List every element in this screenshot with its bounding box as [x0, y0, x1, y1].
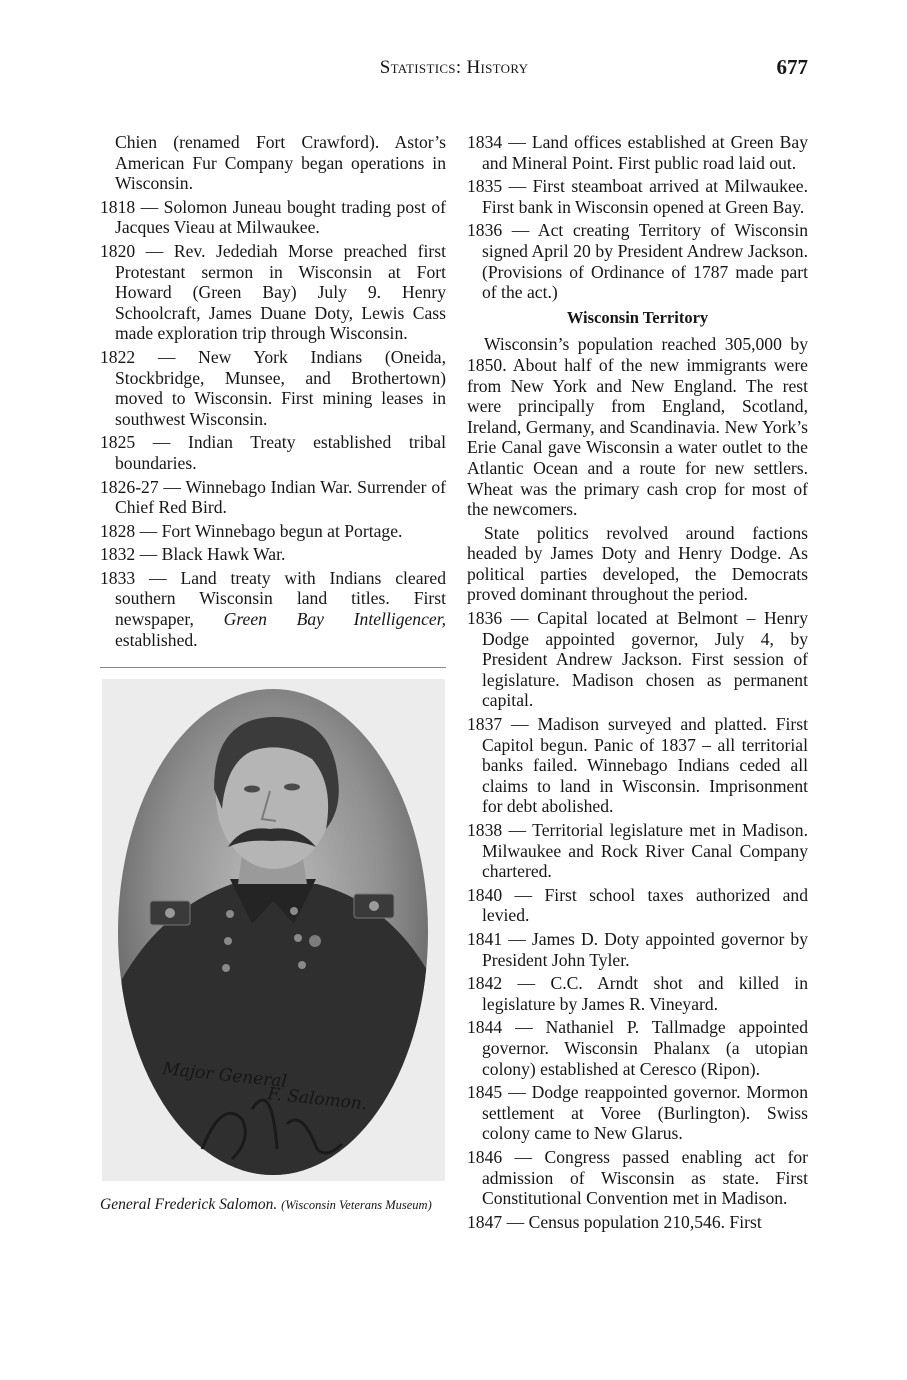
body-paragraph: State politics revolved around factions headed by James Doty and Henry Dodge. As political parties developed, the Democrats proved dominant throughout the period.: [467, 522, 808, 605]
section-divider: [100, 667, 446, 668]
timeline-entry: 1836 — Capital located at Belmont – Henry Dodge appointed governor, July 4, by President Andrew Jackson. First session of legislature. Madison chosen as permanent capital.: [467, 608, 808, 711]
section-heading: Wisconsin Territory: [566, 307, 709, 327]
timeline-entry: 1836 — Act creating Territory of Wisconsin signed April 20 by President Andrew Jackson. (Provisions of Ordinance of 1787 made part of the act.): [467, 220, 808, 303]
left-column: [100, 132, 446, 653]
timeline-entry: 1828 — Fort Winnebago begun at Portage.: [100, 520, 403, 541]
portrait-engraving: [102, 679, 445, 1181]
timeline-entry: 1834 — Land offices established at Green Bay and Mineral Point. First public road laid out.: [467, 132, 808, 173]
timeline-entry: 1826-27 — Winnebago Indian War. Surrender of Chief Red Bird.: [100, 476, 446, 518]
timeline-entry: 1832 — Black Hawk War.: [100, 544, 286, 565]
entry-text: 1833 — Land treaty with Indians cleared southern Wisconsin land titles. First newspaper,: [100, 567, 446, 630]
page-number: 677: [776, 55, 808, 79]
timeline-entry: 1838 — Territorial legislature met in Madison. Milwaukee and Rock River Canal Company chartered.: [467, 820, 808, 882]
timeline-entry: 1822 — New York Indians (Oneida, Stockbridge, Munsee, and Brothertown) moved to Wisconsin. First mining leases in southwest Wisconsin.: [100, 346, 446, 429]
caption-text: General Frederick Salomon.: [100, 1196, 278, 1213]
continued-entry: Chien (renamed Fort Crawford). Astor’s American Fur Company began operations in Wisconsin.: [115, 132, 446, 194]
right-column: [467, 132, 808, 1235]
timeline-entry: 1842 — C.C. Arndt shot and killed in legislature by James R. Vineyard.: [467, 973, 808, 1014]
signature-text-line2: F. Salomon.: [266, 1084, 369, 1115]
caption-credit: (Wisconsin Veterans Museum): [281, 1198, 432, 1212]
timeline-entry-1833: [100, 568, 446, 650]
timeline-entry: 1820 — Rev. Jedediah Morse preached first Protestant sermon in Wisconsin at Fort Howard (Green Bay) July 9. Henry Schoolcraft, James Duane Doty, Lewis Cass made exploration trip through Wisconsin.: [100, 240, 446, 344]
timeline-entry: 1818 — Solomon Juneau bought trading post of Jacques Vieau at Milwaukee.: [100, 196, 446, 238]
timeline-entry: 1825 — Indian Treaty established tribal boundaries.: [100, 432, 446, 473]
timeline-entry: 1841 — James D. Doty appointed governor by President John Tyler.: [467, 928, 808, 970]
entry-text: established.: [115, 629, 198, 650]
running-title: Statistics: History: [379, 57, 529, 78]
timeline-entry: 1844 — Nathaniel P. Tallmadge appointed governor. Wisconsin Phalanx (a utopian colony) established at Ceresco (Ripon).: [467, 1017, 808, 1079]
timeline-entry: 1847 — Census population 210,546. First: [467, 1211, 762, 1232]
signature-text-line1: Major General: [161, 1059, 288, 1093]
timeline-entry: 1845 — Dodge reappointed governor. Mormon settlement at Voree (Burlington). Swiss colony came to New Glarus.: [467, 1082, 808, 1144]
timeline-entry: 1840 — First school taxes authorized and levied.: [467, 884, 808, 926]
newspaper-title: Green Bay Intelligencer,: [223, 609, 447, 630]
photo-caption: [100, 1195, 446, 1215]
body-paragraph: Wisconsin’s population reached 305,000 by 1850. About half of the new immigrants were from New York and New England. The rest were principally from England, Scotland, Ireland, Germany, and Scandinavia. New York’s Erie Canal gave Wisconsin a water outlet to the Atlantic Ocean and a route for new settlers. Wheat was the primary cash crop for most of the newcomers.: [467, 334, 808, 520]
timeline-entry: 1835 — First steamboat arrived at Milwaukee. First bank in Wisconsin opened at Green Bay.: [467, 176, 808, 217]
timeline-entry: 1846 — Congress passed enabling act for admission of Wisconsin as state. First Constitutional Convention met in Madison.: [467, 1146, 808, 1209]
timeline-entry: 1837 — Madison surveyed and platted. First Capitol begun. Panic of 1837 – all territorial banks failed. Winnebago Indians ceded all claims to land in Wisconsin. Imprisonment for debt abolished.: [467, 714, 808, 817]
portrait-photo: [102, 679, 445, 1181]
page-header: [100, 55, 808, 83]
